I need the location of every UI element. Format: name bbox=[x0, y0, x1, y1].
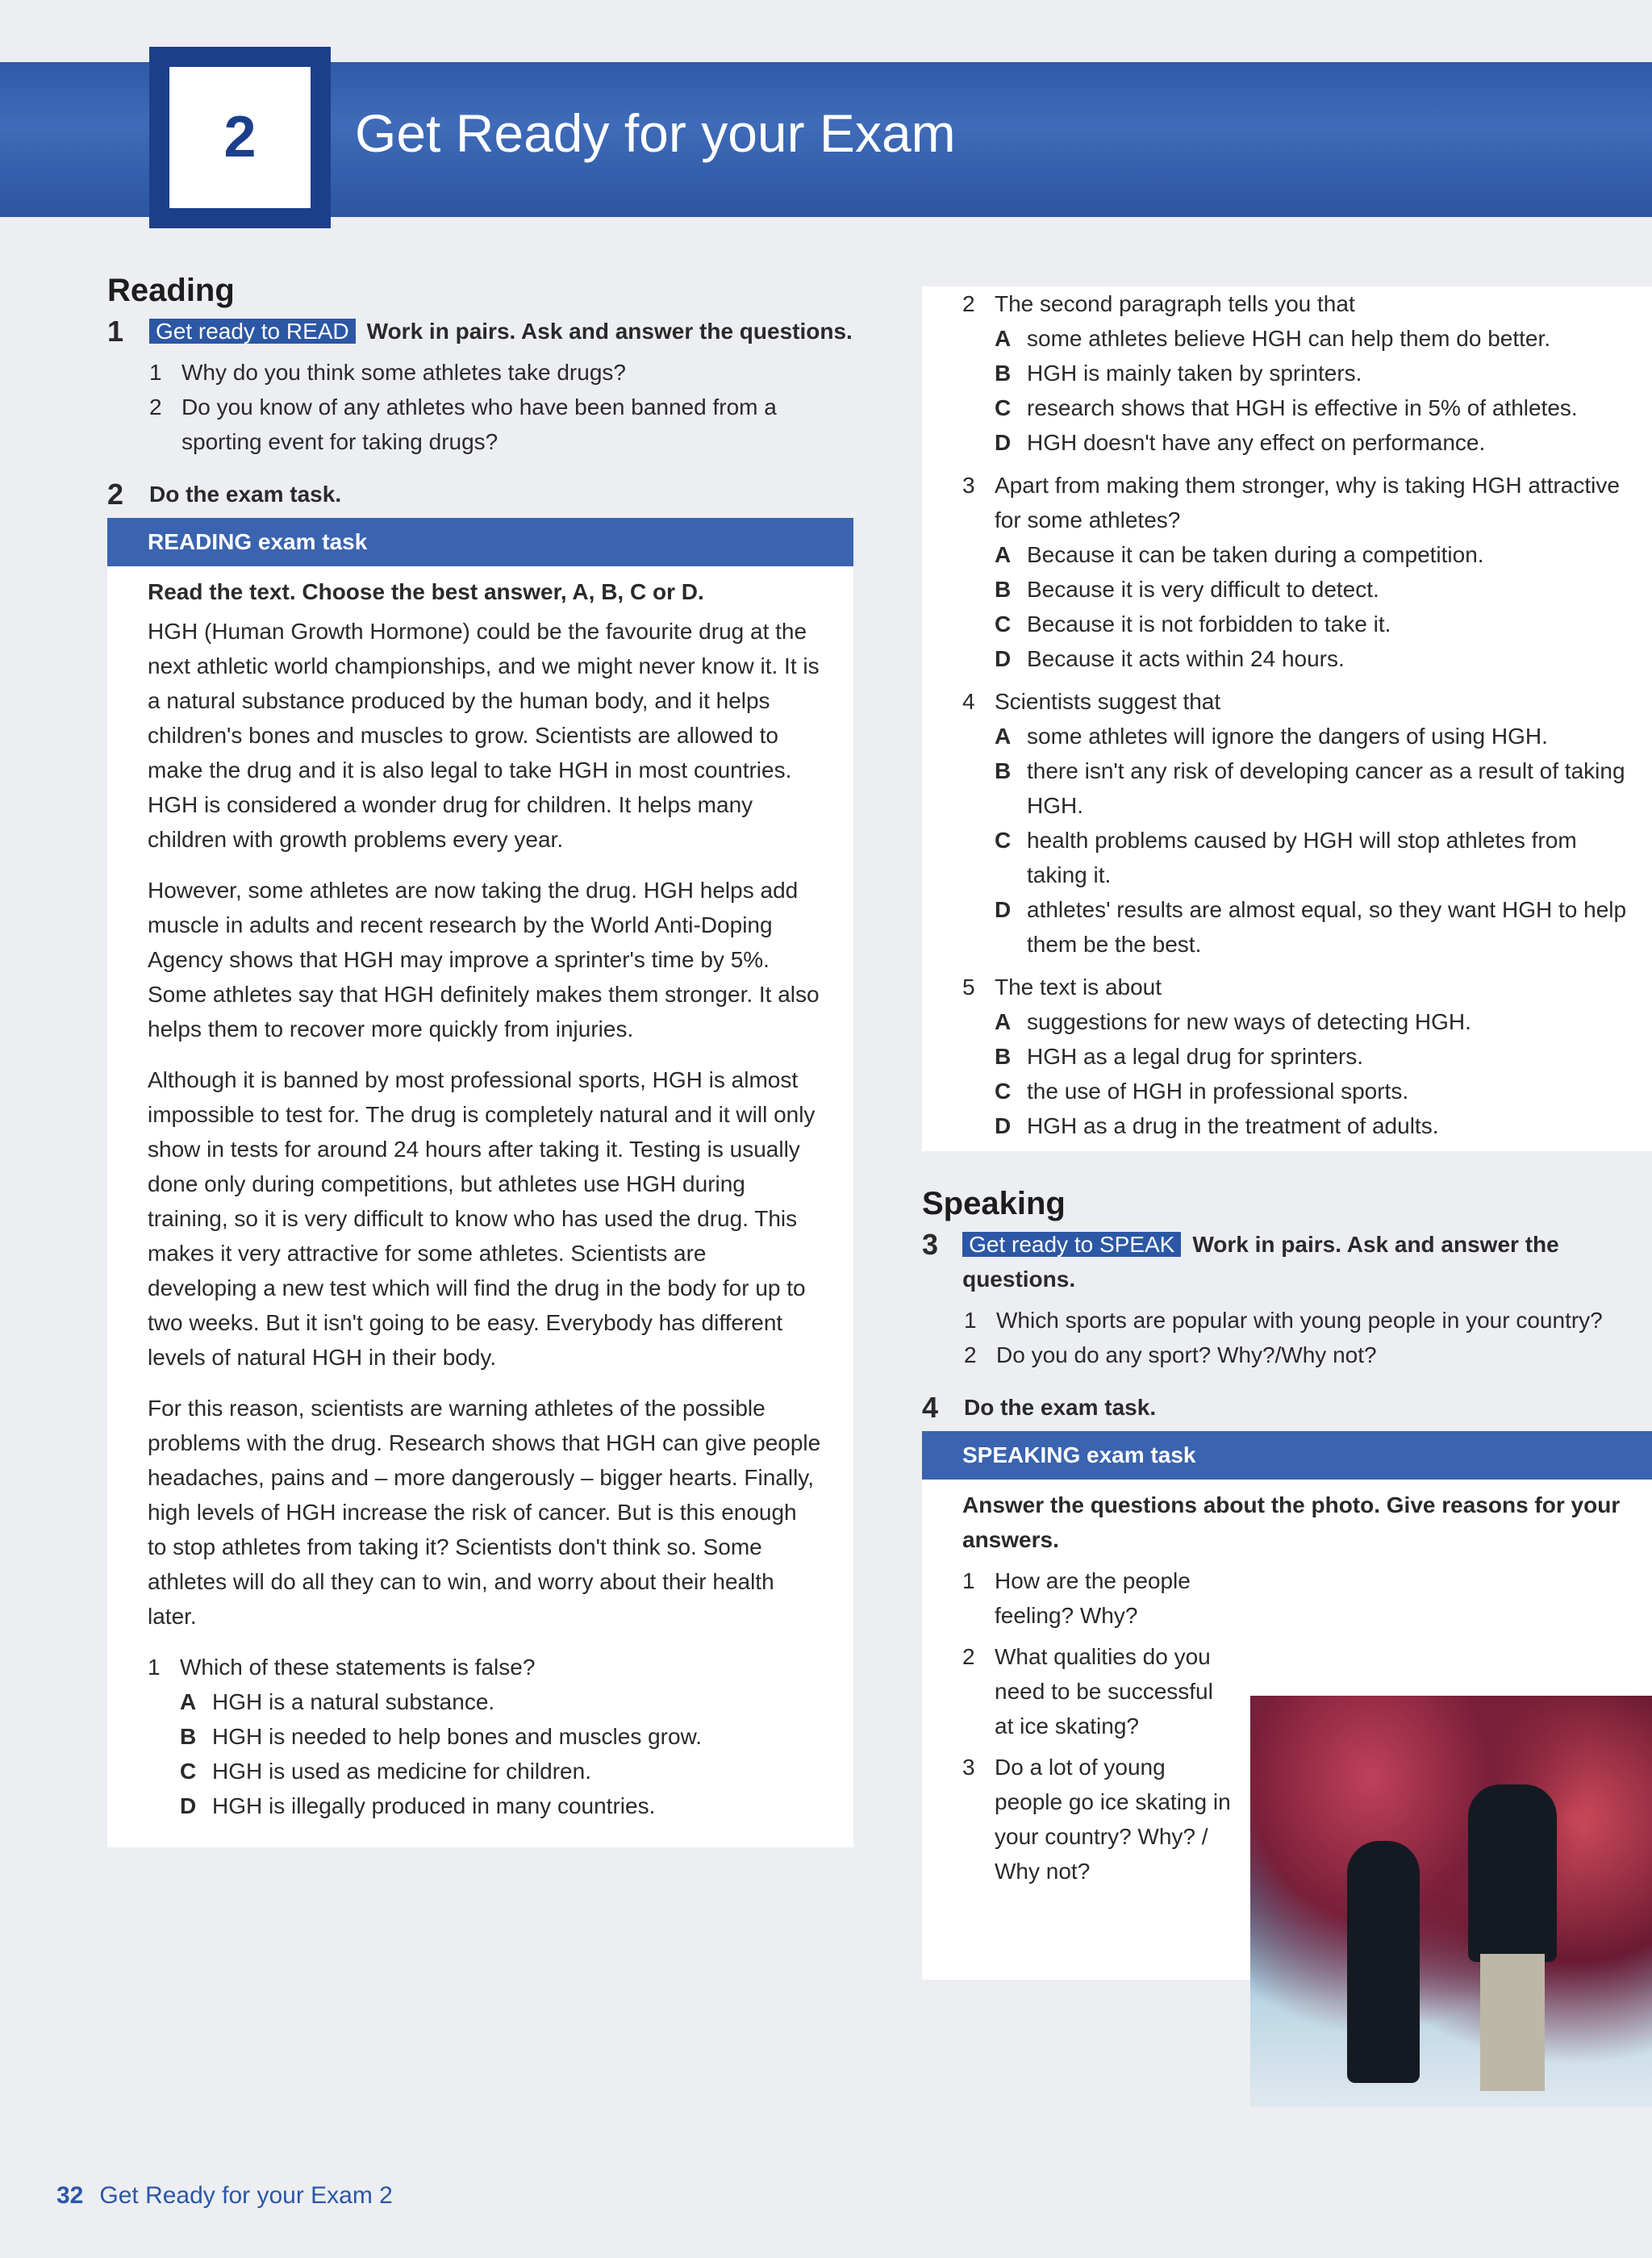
question-item bbox=[964, 1338, 1652, 1372]
question-number: 4 bbox=[962, 689, 975, 714]
option-letter: D bbox=[180, 1793, 197, 1818]
question-number: 3 bbox=[962, 473, 975, 498]
reading-question bbox=[962, 286, 1636, 460]
option-letter: C bbox=[995, 1079, 1012, 1104]
question-text: Which sports are popular with young people in your country? bbox=[996, 1308, 1603, 1333]
question-number: 1 bbox=[148, 1655, 161, 1680]
question-item bbox=[149, 390, 853, 459]
option-letter: D bbox=[995, 646, 1012, 671]
answer-option bbox=[995, 1074, 1636, 1108]
option-text: some athletes will ignore the dangers of using HGH. bbox=[1027, 724, 1548, 749]
reading-question bbox=[962, 970, 1636, 1143]
answer-option bbox=[995, 390, 1636, 425]
option-letter: A bbox=[995, 724, 1012, 749]
answer-option bbox=[180, 1788, 821, 1823]
answer-option bbox=[995, 641, 1636, 676]
page-number: 32 bbox=[56, 2182, 84, 2209]
answer-option bbox=[995, 425, 1636, 460]
option-text: HGH is mainly taken by sprinters. bbox=[1027, 361, 1362, 386]
question-number: 1 bbox=[149, 360, 162, 385]
exercise-number: 2 bbox=[107, 478, 124, 511]
exercise-instruction: Work in pairs. Ask and answer the questions. bbox=[962, 1232, 1559, 1292]
question-text: The text is about bbox=[995, 975, 1162, 1000]
exercise-instruction: Do the exam task. bbox=[964, 1395, 1157, 1420]
reading-question bbox=[962, 468, 1636, 676]
option-text: Because it is very difficult to detect. bbox=[1027, 577, 1379, 602]
skater-man-legs bbox=[1480, 1954, 1545, 2091]
question-number: 3 bbox=[962, 1755, 975, 1780]
question-text: Scientists suggest that bbox=[995, 689, 1221, 714]
task-instruction: Answer the questions about the photo. Give reasons for your answers. bbox=[962, 1492, 1621, 1552]
question-item bbox=[962, 1750, 1237, 1889]
unit-number-box bbox=[149, 47, 331, 228]
exercise-instruction: Work in pairs. Ask and answer the questions. bbox=[366, 319, 853, 344]
exercise-number: 3 bbox=[922, 1228, 939, 1261]
option-letter: B bbox=[995, 1044, 1012, 1069]
option-text: HGH as a legal drug for sprinters. bbox=[1027, 1044, 1364, 1069]
page-footer bbox=[56, 2178, 393, 2213]
question-number: 2 bbox=[964, 1342, 977, 1367]
speaking-heading: Speaking bbox=[922, 1186, 1066, 1221]
option-letter: D bbox=[995, 897, 1012, 922]
question-number: 5 bbox=[962, 975, 975, 1000]
footer-text: Get Ready for your Exam 2 bbox=[99, 2182, 393, 2209]
option-text: Because it is not forbidden to take it. bbox=[1027, 611, 1391, 636]
reading-questions-continued bbox=[922, 286, 1652, 1151]
exercise-1 bbox=[107, 314, 853, 349]
option-letter: C bbox=[995, 395, 1012, 420]
exercise-number: 1 bbox=[107, 315, 124, 348]
option-text: some athletes believe HGH can help them do better. bbox=[1027, 326, 1551, 351]
question-text: Apart from making them stronger, why is taking HGH attractive for some athletes? bbox=[995, 473, 1620, 532]
option-letter: C bbox=[995, 611, 1012, 636]
text-paragraph: For this reason, scientists are warning athletes of the possible problems with the drug. Research shows that HGH can give people headaches, pains and – more dangerously – bigger hearts. Finally, high levels of HGH increase the risk of cancer. But is this enough to stop athletes from taking it? Scientists don't think so. Some athletes will do all they can to win, and worry about their health later. bbox=[148, 1396, 821, 1629]
reading-section bbox=[107, 270, 853, 1847]
task-instruction: Read the text. Choose the best answer, A, B, C or D. bbox=[148, 579, 704, 604]
question-text: The second paragraph tells you that bbox=[995, 291, 1355, 316]
reading-questions-right bbox=[962, 286, 1636, 1143]
option-text: HGH is a natural substance. bbox=[212, 1689, 495, 1714]
skater-man-torso bbox=[1468, 1784, 1557, 1962]
option-text: research shows that HGH is effective in 5% of athletes. bbox=[1027, 395, 1578, 420]
answer-option bbox=[180, 1684, 821, 1719]
option-text: the use of HGH in professional sports. bbox=[1027, 1079, 1409, 1104]
answer-option bbox=[995, 823, 1636, 892]
page-title: Get Ready for your Exam bbox=[355, 103, 956, 163]
question-number: 2 bbox=[962, 291, 975, 316]
text-paragraph: Although it is banned by most professional sports, HGH is almost impossible to test for. The drug is completely natural and it will only show in tests for around 24 hours after taking it. Testing is usually done only during competitions, but athletes use HGH during training, so it is very difficult to know who has used the drug. This makes it very attractive for some athletes. Scientists are developing a new test which will find the drug in the body for up to two weeks. But it isn't going to be easy. Everybody has different levels of natural HGH in their body. bbox=[148, 1067, 816, 1370]
option-letter: B bbox=[180, 1724, 197, 1749]
skater-woman bbox=[1347, 1841, 1420, 2083]
question-item bbox=[149, 355, 853, 390]
answer-option bbox=[995, 1108, 1636, 1143]
answer-option bbox=[995, 753, 1636, 823]
unit-number: 2 bbox=[169, 67, 311, 208]
answer-option bbox=[995, 1004, 1636, 1039]
answer-option bbox=[180, 1719, 821, 1754]
option-letter: B bbox=[995, 758, 1012, 783]
option-letter: C bbox=[995, 828, 1012, 853]
option-text: Because it can be taken during a competition. bbox=[1027, 542, 1484, 567]
option-letter: D bbox=[995, 1113, 1012, 1138]
exercise-3 bbox=[922, 1227, 1652, 1296]
reading-question bbox=[148, 1650, 821, 1823]
option-letter: A bbox=[995, 326, 1012, 351]
question-text: Do a lot of young people go ice skating in your country? Why? / Why not? bbox=[995, 1755, 1231, 1884]
option-text: HGH doesn't have any effect on performance. bbox=[1027, 430, 1486, 455]
option-letter: C bbox=[180, 1759, 197, 1784]
speaking-task-title: SPEAKING exam task bbox=[922, 1431, 1652, 1480]
option-text: health problems caused by HGH will stop athletes from taking it. bbox=[1027, 828, 1577, 887]
question-text: Which of these statements is false? bbox=[180, 1655, 536, 1680]
option-text: athletes' results are almost equal, so they want HGH to help them be the best. bbox=[1027, 897, 1627, 957]
option-letter: B bbox=[995, 361, 1012, 386]
answer-option bbox=[995, 719, 1636, 753]
answer-option bbox=[995, 321, 1636, 356]
answer-option bbox=[995, 892, 1636, 962]
question-number: 1 bbox=[962, 1568, 975, 1593]
reading-heading: Reading bbox=[107, 273, 235, 308]
option-letter: A bbox=[180, 1689, 197, 1714]
question-item bbox=[964, 1303, 1652, 1338]
option-text: there isn't any risk of developing cancer as a result of taking HGH. bbox=[1027, 758, 1625, 818]
get-ready-badge: Get ready to READ bbox=[149, 319, 356, 344]
option-letter: A bbox=[995, 1009, 1012, 1034]
answer-option bbox=[180, 1754, 821, 1788]
option-letter: D bbox=[995, 430, 1012, 455]
text-paragraph: However, some athletes are now taking the drug. HGH helps add muscle in adults and recent research by the World Anti-Doping Agency shows that HGH may improve a sprinter's time by 5%. Some athletes say that HGH definitely makes them stronger. It also helps them to recover more quickly from injuries. bbox=[148, 878, 820, 1041]
reading-task-title: READING exam task bbox=[107, 518, 853, 566]
question-text: Do you do any sport? Why?/Why not? bbox=[996, 1342, 1377, 1367]
exercise-4 bbox=[922, 1390, 1652, 1425]
answer-option bbox=[995, 537, 1636, 572]
ice-skating-photo bbox=[1250, 1696, 1652, 2107]
option-letter: A bbox=[995, 542, 1012, 567]
text-paragraph: HGH (Human Growth Hormone) could be the favourite drug at the next athletic world championships, and we might never know it. It is a natural substance produced by the human body, and it helps children's bones and muscles to grow. Scientists are allowed to make the drug and it is also legal to take HGH in most countries. HGH is considered a wonder drug for children. It helps many children with growth problems every year. bbox=[148, 619, 820, 852]
reading-questions-left bbox=[148, 1650, 821, 1823]
question-item bbox=[962, 1563, 1237, 1633]
answer-option bbox=[995, 572, 1636, 607]
option-text: HGH is used as medicine for children. bbox=[212, 1759, 591, 1784]
exercise-number: 4 bbox=[922, 1391, 939, 1424]
question-number: 2 bbox=[962, 1644, 975, 1669]
option-text: Because it acts within 24 hours. bbox=[1027, 646, 1345, 671]
question-text: What qualities do you need to be successful at ice skating? bbox=[995, 1644, 1213, 1738]
option-letter: B bbox=[995, 577, 1012, 602]
option-text: suggestions for new ways of detecting HGH. bbox=[1027, 1009, 1471, 1034]
answer-option bbox=[995, 356, 1636, 390]
option-text: HGH as a drug in the treatment of adults. bbox=[1027, 1113, 1439, 1138]
answer-option bbox=[995, 607, 1636, 641]
question-text: Why do you think some athletes take drugs? bbox=[181, 360, 626, 385]
option-text: HGH is illegally produced in many countries. bbox=[212, 1793, 656, 1818]
answer-option bbox=[995, 1039, 1636, 1074]
question-number: 1 bbox=[964, 1308, 977, 1333]
get-ready-badge: Get ready to SPEAK bbox=[962, 1232, 1181, 1257]
option-text: HGH is needed to help bones and muscles grow. bbox=[212, 1724, 703, 1749]
question-text: Do you know of any athletes who have been banned from a sporting event for taking drugs? bbox=[181, 394, 777, 454]
reading-exam-task bbox=[107, 518, 853, 1847]
exercise-2 bbox=[107, 477, 853, 511]
exercise-instruction: Do the exam task. bbox=[149, 482, 342, 507]
question-number: 2 bbox=[149, 394, 162, 419]
question-item bbox=[962, 1639, 1237, 1743]
reading-question bbox=[962, 684, 1636, 962]
question-text: How are the people feeling? Why? bbox=[995, 1568, 1191, 1628]
